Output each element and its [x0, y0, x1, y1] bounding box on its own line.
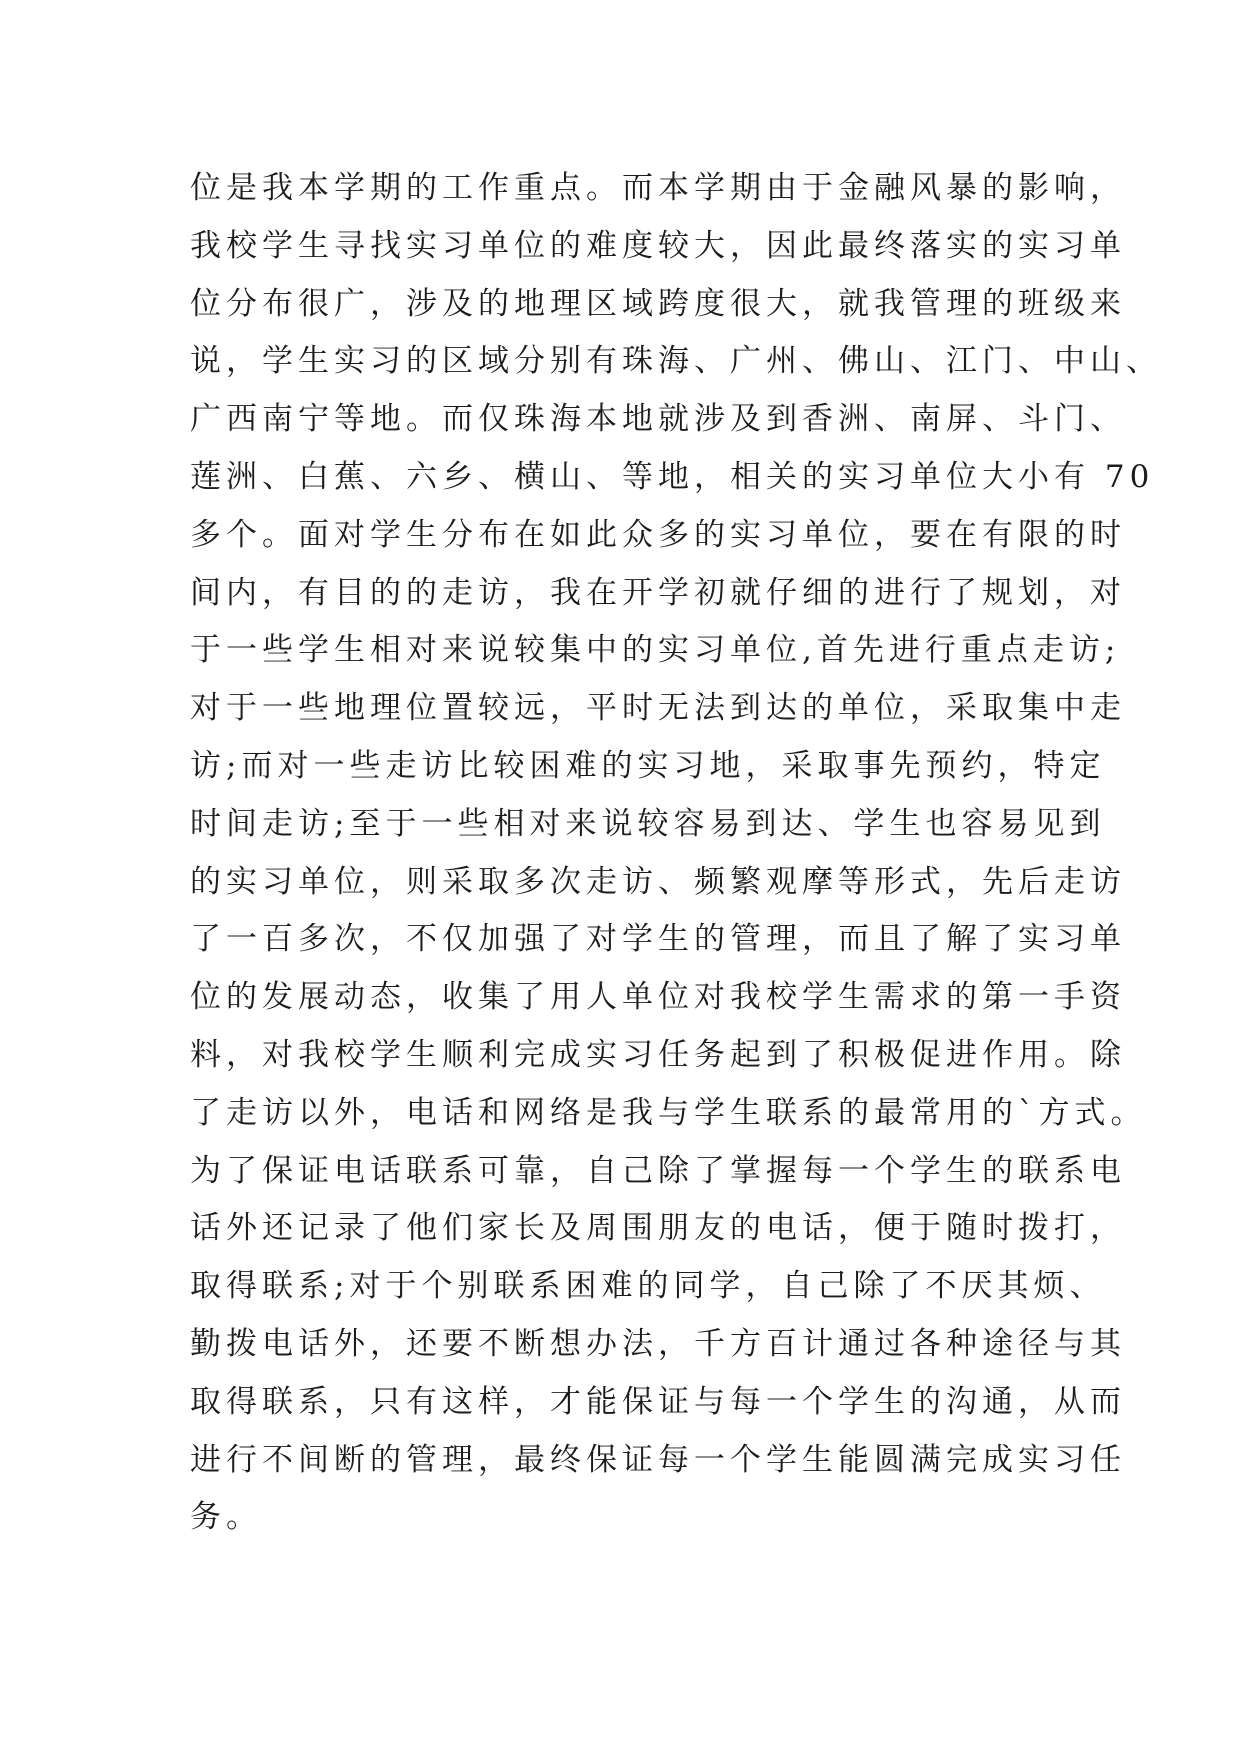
- text-line: 取得联系，只有这样，才能保证与每一个学生的沟通，从而: [190, 1383, 1126, 1420]
- text-line: 我校学生寻找实习单位的难度较大，因此最终落实的实习单: [190, 227, 1126, 264]
- body-paragraph: [190, 160, 1162, 1547]
- text-line: 于一些学生相对来说较集中的实习单位,首先进行重点走访;: [190, 632, 1121, 669]
- text-line: 广西南宁等地。而仅珠海本地就涉及到香洲、南屏、斗门、: [190, 401, 1126, 438]
- text-line: 话外还记录了他们家长及周围朋友的电话，便于随时拨打，: [190, 1210, 1126, 1247]
- text-line: 勤拨电话外，还要不断想办法，千方百计通过各种途径与其: [190, 1325, 1126, 1362]
- text-line: 位分布很广，涉及的地理区域跨度很大，就我管理的班级来: [190, 285, 1126, 322]
- text-line: 取得联系;对于个别联系困难的同学，自己除了不厌其烦、: [190, 1268, 1106, 1305]
- text-line: 了走访以外，电话和网络是我与学生联系的最常用的`方式。: [190, 1094, 1147, 1131]
- text-line: 务。: [190, 1499, 262, 1536]
- text-line: 进行不间断的管理，最终保证每一个学生能圆满完成实习任: [190, 1441, 1126, 1478]
- text-line: 多个。面对学生分布在如此众多的实习单位，要在有限的时: [190, 516, 1126, 553]
- text-line: 莲洲、白蕉、六乡、横山、等地，相关的实习单位大小有 70: [190, 458, 1155, 495]
- text-line: 访;而对一些走访比较困难的实习地，采取事先预约，特定: [190, 747, 1106, 784]
- text-line: 料，对我校学生顺利完成实习任务起到了积极促进作用。除: [190, 1036, 1126, 1073]
- text-line: 对于一些地理位置较远，平时无法到达的单位，采取集中走: [190, 690, 1126, 727]
- text-line: 位是我本学期的工作重点。而本学期由于金融风暴的影响，: [190, 170, 1126, 206]
- text-line: 说，学生实习的区域分别有珠海、广州、佛山、江门、中山、: [190, 343, 1162, 380]
- text-line: 了一百多次，不仅加强了对学生的管理，而且了解了实习单: [190, 921, 1126, 958]
- text-line: 的实习单位，则采取多次走访、频繁观摩等形式，先后走访: [190, 863, 1126, 900]
- text-line: 为了保证电话联系可靠，自己除了掌握每一个学生的联系电: [190, 1152, 1126, 1189]
- text-line: 位的发展动态，收集了用人单位对我校学生需求的第一手资: [190, 979, 1126, 1016]
- text-line: 时间走访;至于一些相对来说较容易到达、学生也容易见到: [190, 805, 1106, 842]
- text-line: 间内，有目的的走访，我在开学初就仔细的进行了规划，对: [190, 574, 1126, 611]
